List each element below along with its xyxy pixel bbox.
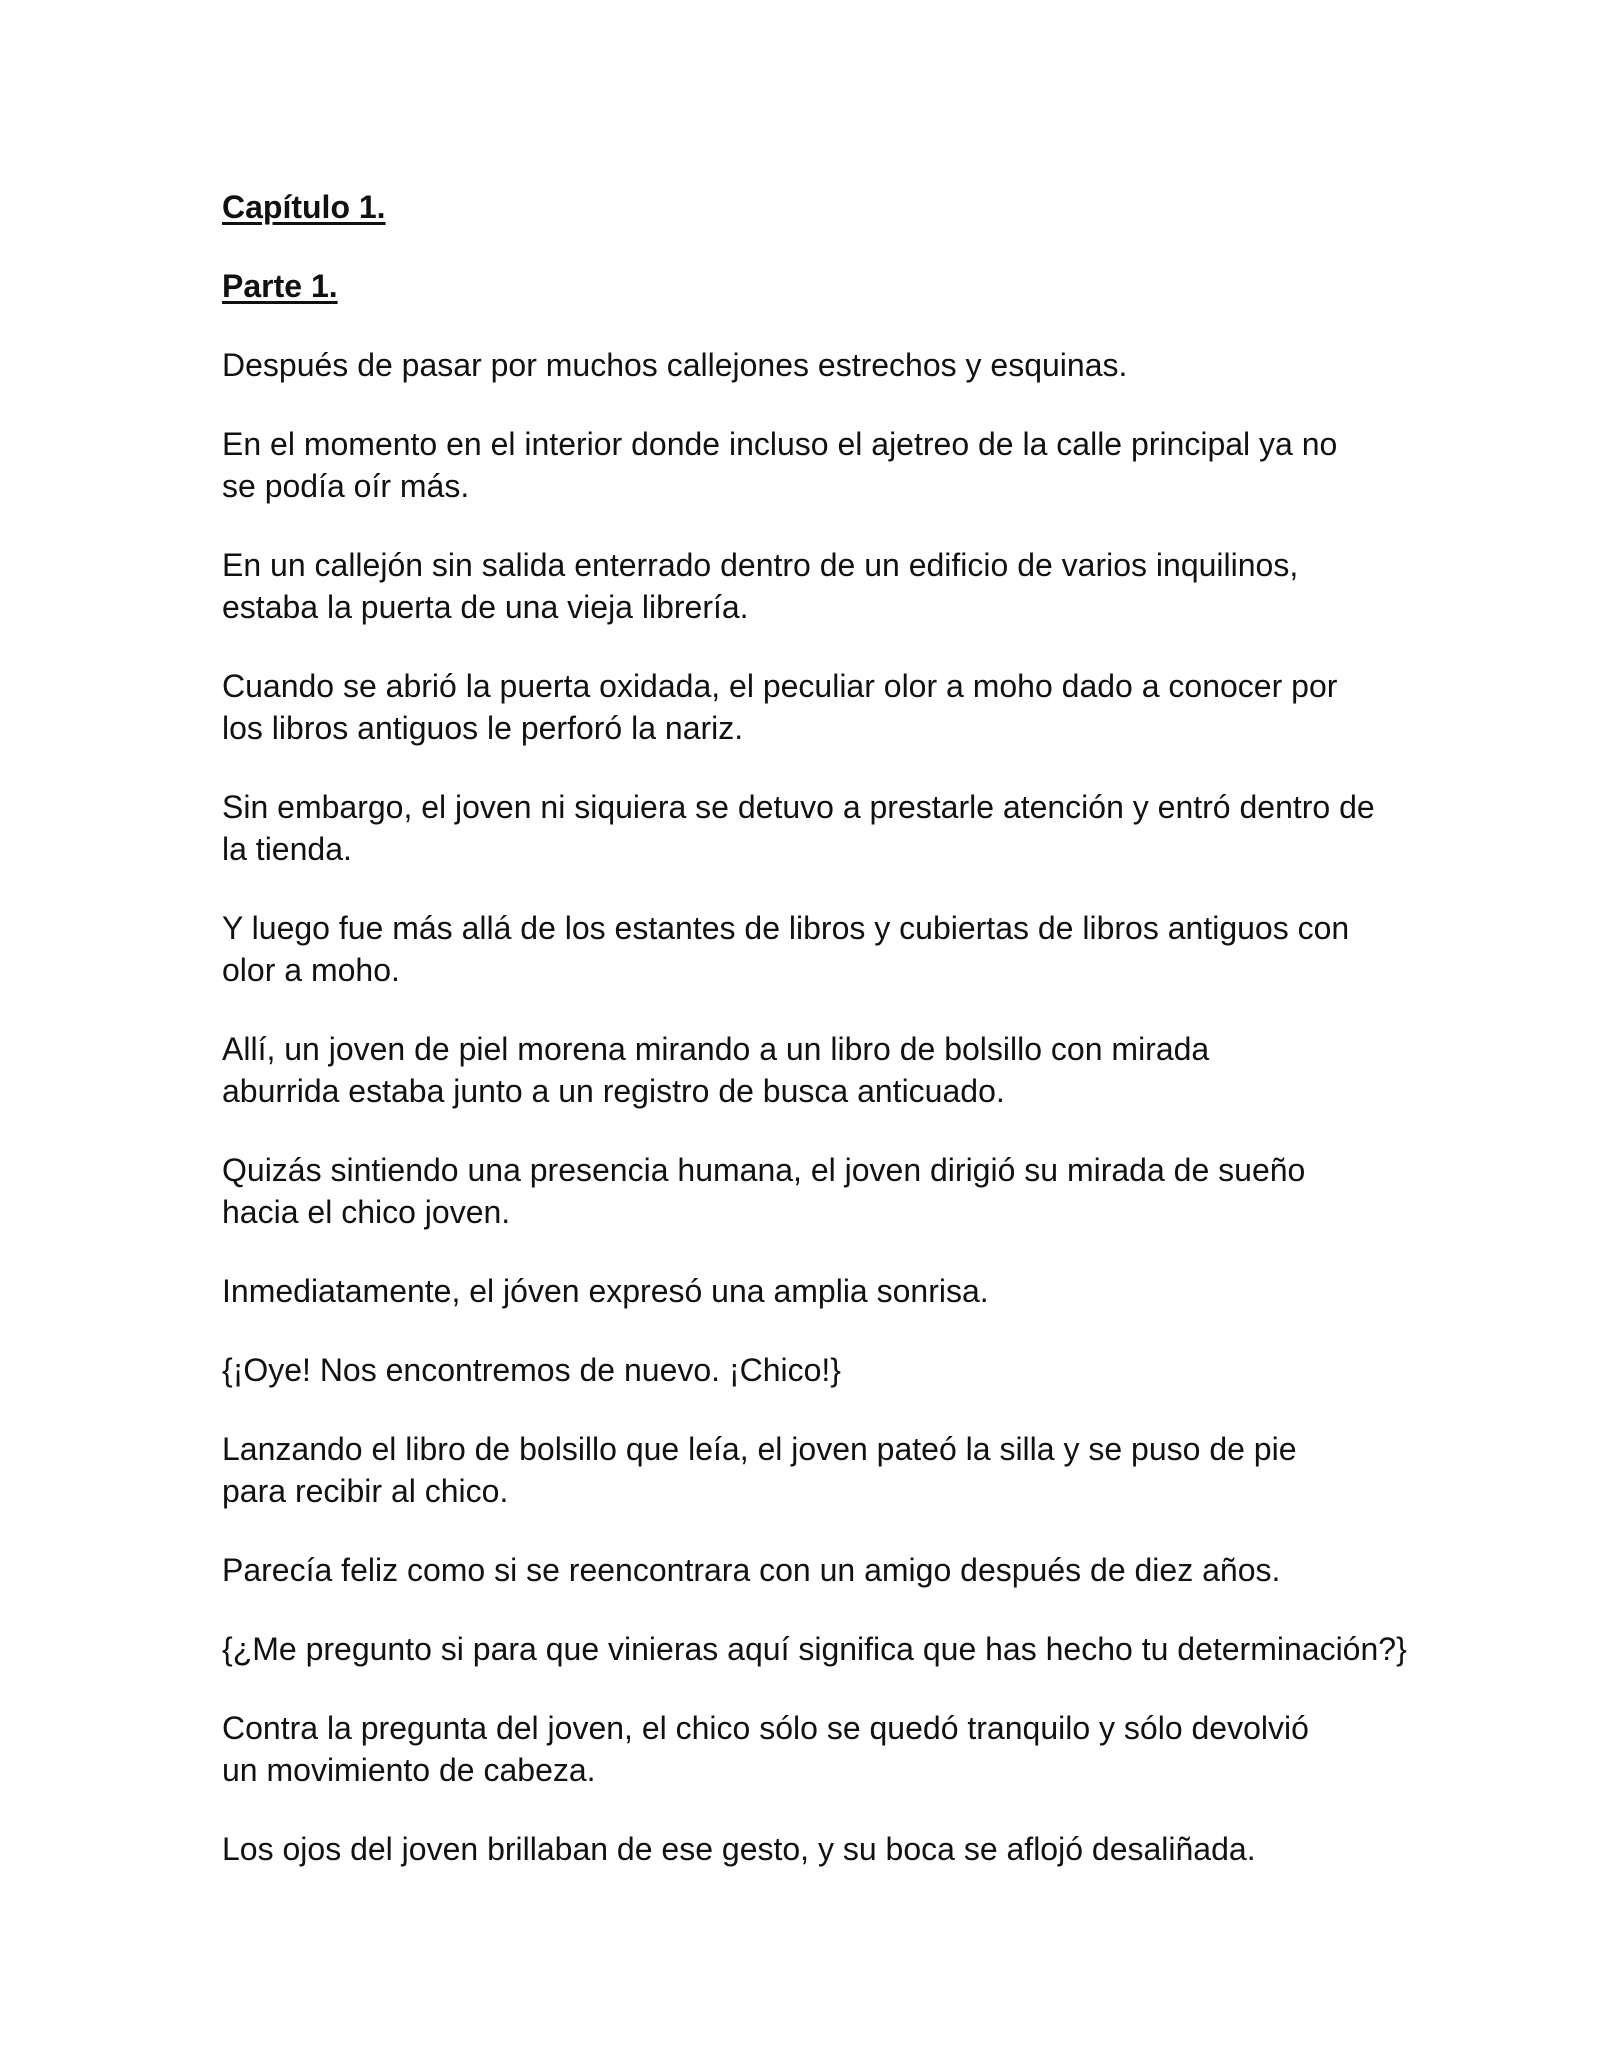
paragraph-2: En el momento en el interior donde incluso el ajetreo de la calle principal ya no se podía oír más. — [222, 426, 1338, 504]
paragraph-7: Allí, un joven de piel morena mirando a un libro de bolsillo con mirada aburrida estaba junto a un registro de busca anticuado. — [222, 1031, 1210, 1109]
paragraph-6: Y luego fue más allá de los estantes de libros y cubiertas de libros antiguos con olor a moho. — [222, 910, 1350, 988]
part-title: Parte 1. — [222, 268, 338, 304]
paragraph-11: Lanzando el libro de bolsillo que leía, el joven pateó la silla y se puso de pie para recibir al chico. — [222, 1431, 1297, 1509]
chapter-title: Capítulo 1. — [222, 189, 386, 225]
paragraph-12: Parecía feliz como si se reencontrara con un amigo después de diez años. — [222, 1552, 1281, 1588]
paragraph-9: Inmediatamente, el jóven expresó una amplia sonrisa. — [222, 1273, 989, 1309]
paragraph-1: Después de pasar por muchos callejones estrechos y esquinas. — [222, 347, 1128, 383]
paragraph-4: Cuando se abrió la puerta oxidada, el peculiar olor a moho dado a conocer por los libros antiguos le perforó la nariz. — [222, 668, 1338, 746]
paragraph-13: {¿Me pregunto si para que vinieras aquí significa que has hecho tu determinación?} — [222, 1631, 1407, 1667]
paragraph-15: Los ojos del joven brillaban de ese gesto, y su boca se aflojó desaliñada. — [222, 1831, 1256, 1867]
paragraph-14: Contra la pregunta del joven, el chico sólo se quedó tranquilo y sólo devolvió un movimiento de cabeza. — [222, 1710, 1309, 1788]
paragraph-5: Sin embargo, el joven ni siquiera se detuvo a prestarle atención y entró dentro de la tienda. — [222, 789, 1375, 867]
paragraph-8: Quizás sintiendo una presencia humana, el joven dirigió su mirada de sueño hacia el chico joven. — [222, 1152, 1306, 1230]
paragraph-3: En un callejón sin salida enterrado dentro de un edificio de varios inquilinos, estaba la puerta de una vieja librería. — [222, 547, 1299, 625]
paragraph-10: {¡Oye! Nos encontremos de nuevo. ¡Chico!} — [222, 1352, 841, 1388]
document-page — [222, 186, 1422, 1907]
